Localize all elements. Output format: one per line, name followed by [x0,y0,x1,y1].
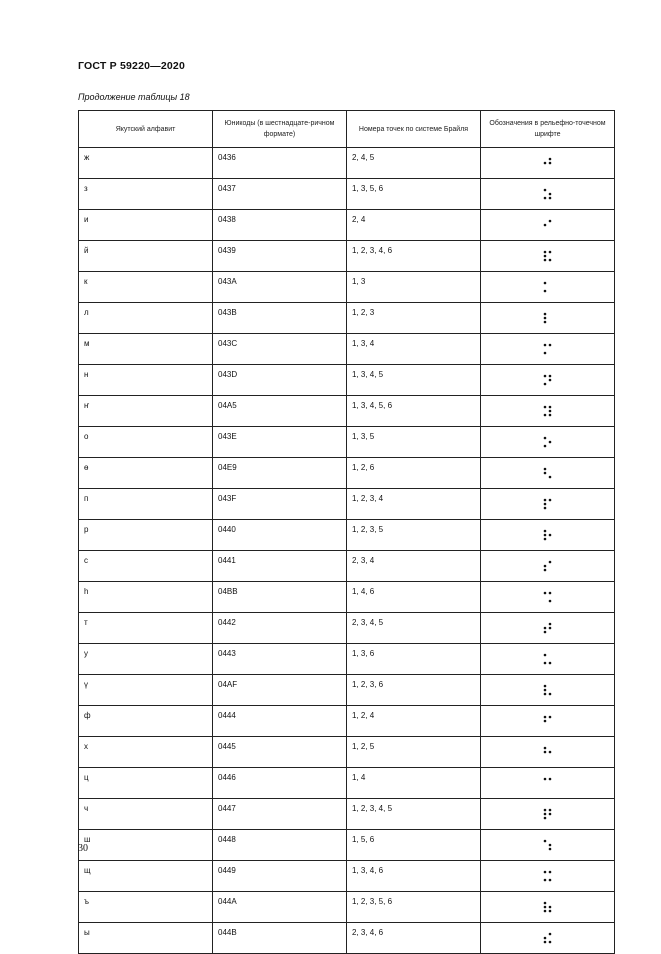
braille-glyph-icon [542,869,554,883]
braille-dot-1 [543,437,546,440]
cell-unicode: 04E9 [213,458,347,489]
table-row [79,210,615,241]
braille-dot-6 [548,414,551,417]
braille-dot-2 [543,224,546,227]
braille-glyph-icon [542,218,554,232]
cell-unicode: 044A [213,892,347,923]
braille-dot-5 [548,410,551,413]
braille-dot-6 [548,662,551,665]
table-row [79,179,615,210]
cell-braille [481,861,615,892]
cell-unicode: 0448 [213,830,347,861]
braille-glyph-icon [542,404,554,418]
braille-dot-4 [548,158,551,161]
braille-dot-1 [543,189,546,192]
cell-letter: л [79,303,213,334]
table-row [79,241,615,272]
table-row [79,551,615,582]
cell-unicode: 0440 [213,520,347,551]
cell-unicode: 043B [213,303,347,334]
cell-braille [481,241,615,272]
braille-dot-5 [548,751,551,754]
cell-dot-numbers: 1, 2, 3, 5 [347,520,481,551]
cell-letter: з [79,179,213,210]
cell-letter: ш [79,830,213,861]
cell-braille [481,644,615,675]
cell-unicode: 043C [213,334,347,365]
cell-unicode: 0449 [213,861,347,892]
braille-dot-2 [543,906,546,909]
braille-dot-1 [543,809,546,812]
cell-dot-numbers: 1, 2, 3, 5, 6 [347,892,481,923]
braille-glyph-icon [542,466,554,480]
braille-dot-3 [543,910,546,913]
braille-dot-4 [548,871,551,874]
cell-dot-numbers: 1, 3, 4, 5 [347,365,481,396]
cell-dot-numbers: 1, 2, 6 [347,458,481,489]
braille-dot-4 [548,406,551,409]
cell-letter: и [79,210,213,241]
braille-glyph-icon [542,590,554,604]
braille-glyph-icon [542,280,554,294]
cell-unicode: 0441 [213,551,347,582]
table-row [79,489,615,520]
cell-braille [481,799,615,830]
braille-dot-2 [543,255,546,258]
cell-unicode: 043D [213,365,347,396]
cell-letter: ф [79,706,213,737]
table-header-row [79,111,615,148]
braille-dot-1 [543,313,546,316]
braille-dot-1 [543,251,546,254]
cell-letter: п [79,489,213,520]
braille-dot-3 [543,290,546,293]
braille-dot-4 [548,778,551,781]
braille-glyph-icon [542,249,554,263]
cell-dot-numbers: 2, 3, 4 [347,551,481,582]
cell-dot-numbers: 1, 4, 6 [347,582,481,613]
cell-letter: ъ [79,892,213,923]
cell-unicode: 0444 [213,706,347,737]
braille-glyph-icon [542,683,554,697]
table-row [79,396,615,427]
braille-dot-6 [548,941,551,944]
braille-glyph-icon [542,714,554,728]
braille-dot-4 [548,344,551,347]
braille-dot-1 [543,499,546,502]
cell-dot-numbers: 1, 3 [347,272,481,303]
braille-dot-5 [548,813,551,816]
cell-letter: й [79,241,213,272]
braille-dot-3 [543,538,546,541]
cell-unicode: 0436 [213,148,347,179]
braille-dot-1 [543,592,546,595]
braille-dot-1 [543,654,546,657]
cell-dot-numbers: 1, 2, 3 [347,303,481,334]
cell-letter: ц [79,768,213,799]
braille-dot-2 [543,720,546,723]
braille-dot-2 [543,627,546,630]
cell-unicode: 0439 [213,241,347,272]
braille-dot-4 [548,251,551,254]
braille-dot-3 [543,569,546,572]
braille-dot-1 [543,685,546,688]
cell-letter: н [79,365,213,396]
cell-braille [481,706,615,737]
braille-dot-6 [548,848,551,851]
braille-dot-4 [548,220,551,223]
braille-dot-6 [548,910,551,913]
cell-braille [481,365,615,396]
braille-dot-3 [543,941,546,944]
cell-braille [481,272,615,303]
cell-dot-numbers: 1, 2, 3, 6 [347,675,481,706]
cell-braille [481,737,615,768]
cell-dot-numbers: 2, 4 [347,210,481,241]
cell-braille [481,613,615,644]
cell-unicode: 0437 [213,179,347,210]
table-row [79,427,615,458]
cell-dot-numbers: 1, 3, 4 [347,334,481,365]
cell-braille [481,520,615,551]
braille-dot-5 [548,534,551,537]
braille-dot-5 [548,193,551,196]
table-row [79,923,615,954]
cell-dot-numbers: 2, 3, 4, 5 [347,613,481,644]
table-row [79,582,615,613]
braille-dot-2 [543,162,546,165]
braille-table [78,110,615,954]
cell-dot-numbers: 1, 3, 6 [347,644,481,675]
braille-glyph-icon [542,187,554,201]
table-row [79,272,615,303]
cell-letter: ы [79,923,213,954]
braille-dot-1 [543,375,546,378]
cell-braille [481,458,615,489]
braille-dot-3 [543,259,546,262]
braille-dot-1 [543,840,546,843]
braille-dot-6 [548,476,551,479]
braille-dot-5 [548,162,551,165]
cell-unicode: 0446 [213,768,347,799]
table-row [79,458,615,489]
cell-unicode: 0443 [213,644,347,675]
braille-glyph-icon [542,373,554,387]
cell-braille [481,923,615,954]
page-number: 30 [78,843,88,854]
braille-dot-2 [543,689,546,692]
braille-dot-2 [543,317,546,320]
braille-glyph-icon [542,838,554,852]
braille-dot-1 [543,778,546,781]
table-row [79,861,615,892]
braille-dot-1 [543,468,546,471]
braille-glyph-icon [542,311,554,325]
cell-letter: о [79,427,213,458]
braille-dot-5 [548,379,551,382]
cell-unicode: 044B [213,923,347,954]
braille-dot-1 [543,282,546,285]
cell-letter: р [79,520,213,551]
cell-dot-numbers: 1, 5, 6 [347,830,481,861]
cell-unicode: 0442 [213,613,347,644]
cell-dot-numbers: 1, 2, 5 [347,737,481,768]
braille-dot-1 [543,406,546,409]
column-header-alphabet: Якутский алфавит [79,111,213,148]
cell-braille [481,768,615,799]
braille-dot-4 [548,809,551,812]
braille-glyph-icon [542,931,554,945]
braille-dot-4 [548,623,551,626]
cell-unicode: 0445 [213,737,347,768]
table-row [79,644,615,675]
braille-dot-4 [548,716,551,719]
braille-dot-3 [543,445,546,448]
braille-dot-2 [543,472,546,475]
cell-letter: к [79,272,213,303]
cell-braille [481,675,615,706]
cell-dot-numbers: 1, 4 [347,768,481,799]
table-row [79,799,615,830]
cell-unicode: 043E [213,427,347,458]
cell-letter: щ [79,861,213,892]
cell-letter: ө [79,458,213,489]
braille-dot-5 [548,844,551,847]
braille-dot-5 [548,441,551,444]
braille-dot-6 [548,693,551,696]
cell-unicode: 04BB [213,582,347,613]
braille-dot-2 [543,751,546,754]
braille-dot-3 [543,817,546,820]
table-row [79,520,615,551]
cell-dot-numbers: 1, 2, 3, 4, 6 [347,241,481,272]
braille-dot-6 [548,259,551,262]
braille-dot-3 [543,352,546,355]
braille-dot-3 [543,662,546,665]
braille-dot-2 [543,813,546,816]
table-caption: Продолжение таблицы 18 [78,92,190,102]
table-row [79,148,615,179]
cell-letter: ж [79,148,213,179]
braille-dot-4 [548,592,551,595]
table-row [79,613,615,644]
cell-unicode: 04A5 [213,396,347,427]
braille-dot-1 [543,871,546,874]
braille-glyph-icon [542,745,554,759]
braille-dot-6 [548,600,551,603]
braille-dot-1 [543,716,546,719]
braille-dot-5 [548,627,551,630]
braille-dot-3 [543,507,546,510]
cell-dot-numbers: 1, 3, 5 [347,427,481,458]
cell-braille [481,179,615,210]
cell-unicode: 043A [213,272,347,303]
table-body [79,148,615,954]
cell-unicode: 04AF [213,675,347,706]
braille-dot-2 [543,565,546,568]
cell-braille [481,892,615,923]
cell-braille [481,148,615,179]
cell-letter: м [79,334,213,365]
braille-dot-3 [543,321,546,324]
cell-dot-numbers: 2, 4, 5 [347,148,481,179]
table-row [79,303,615,334]
cell-dot-numbers: 1, 3, 5, 6 [347,179,481,210]
braille-glyph-icon [542,900,554,914]
table-row [79,334,615,365]
braille-glyph-icon [542,497,554,511]
cell-braille [481,830,615,861]
table-row [79,892,615,923]
braille-dot-6 [548,197,551,200]
braille-glyph-icon [542,435,554,449]
cell-braille [481,303,615,334]
cell-braille [481,551,615,582]
braille-dot-4 [548,561,551,564]
cell-letter: т [79,613,213,644]
cell-dot-numbers: 1, 3, 4, 6 [347,861,481,892]
braille-dot-1 [543,902,546,905]
braille-dot-1 [543,747,546,750]
braille-dot-3 [543,414,546,417]
cell-dot-numbers: 1, 2, 4 [347,706,481,737]
cell-letter: у [79,644,213,675]
braille-glyph-icon [542,652,554,666]
column-header-unicode: Юникоды (в шестнадцате-ричном формате) [213,111,347,148]
table-row [79,737,615,768]
braille-dot-1 [543,530,546,533]
braille-dot-3 [543,383,546,386]
braille-dot-3 [543,197,546,200]
cell-letter: х [79,737,213,768]
column-header-dot-numbers: Номера точек по системе Брайля [347,111,481,148]
table-row [79,706,615,737]
table-row [79,675,615,706]
braille-dot-5 [548,906,551,909]
cell-braille [481,210,615,241]
table-row [79,365,615,396]
cell-letter: с [79,551,213,582]
braille-dot-3 [543,631,546,634]
braille-glyph-icon [542,156,554,170]
document-title: ГОСТ Р 59220—2020 [78,60,186,72]
cell-dot-numbers: 1, 2, 3, 4, 5 [347,799,481,830]
braille-dot-1 [543,344,546,347]
braille-glyph-icon [542,807,554,821]
cell-braille [481,334,615,365]
cell-braille [481,489,615,520]
cell-dot-numbers: 2, 3, 4, 6 [347,923,481,954]
cell-braille [481,396,615,427]
column-header-relief: Обозначения в рельефно-точечном шрифте [481,111,615,148]
table-row [79,768,615,799]
cell-dot-numbers: 1, 3, 4, 5, 6 [347,396,481,427]
braille-dot-4 [548,499,551,502]
cell-braille [481,582,615,613]
braille-dot-3 [543,693,546,696]
table-row [79,830,615,861]
braille-dot-2 [543,503,546,506]
braille-glyph-icon [542,342,554,356]
cell-unicode: 043F [213,489,347,520]
cell-braille [481,427,615,458]
braille-glyph-icon [542,621,554,635]
cell-letter: һ [79,582,213,613]
braille-dot-2 [543,534,546,537]
braille-dot-2 [543,937,546,940]
cell-letter: ч [79,799,213,830]
braille-dot-4 [548,375,551,378]
cell-letter: ү [79,675,213,706]
braille-glyph-icon [542,528,554,542]
cell-letter: ҥ [79,396,213,427]
braille-dot-6 [548,879,551,882]
braille-glyph-icon [542,776,554,790]
cell-unicode: 0438 [213,210,347,241]
braille-dot-3 [543,879,546,882]
braille-glyph-icon [542,559,554,573]
cell-unicode: 0447 [213,799,347,830]
cell-dot-numbers: 1, 2, 3, 4 [347,489,481,520]
